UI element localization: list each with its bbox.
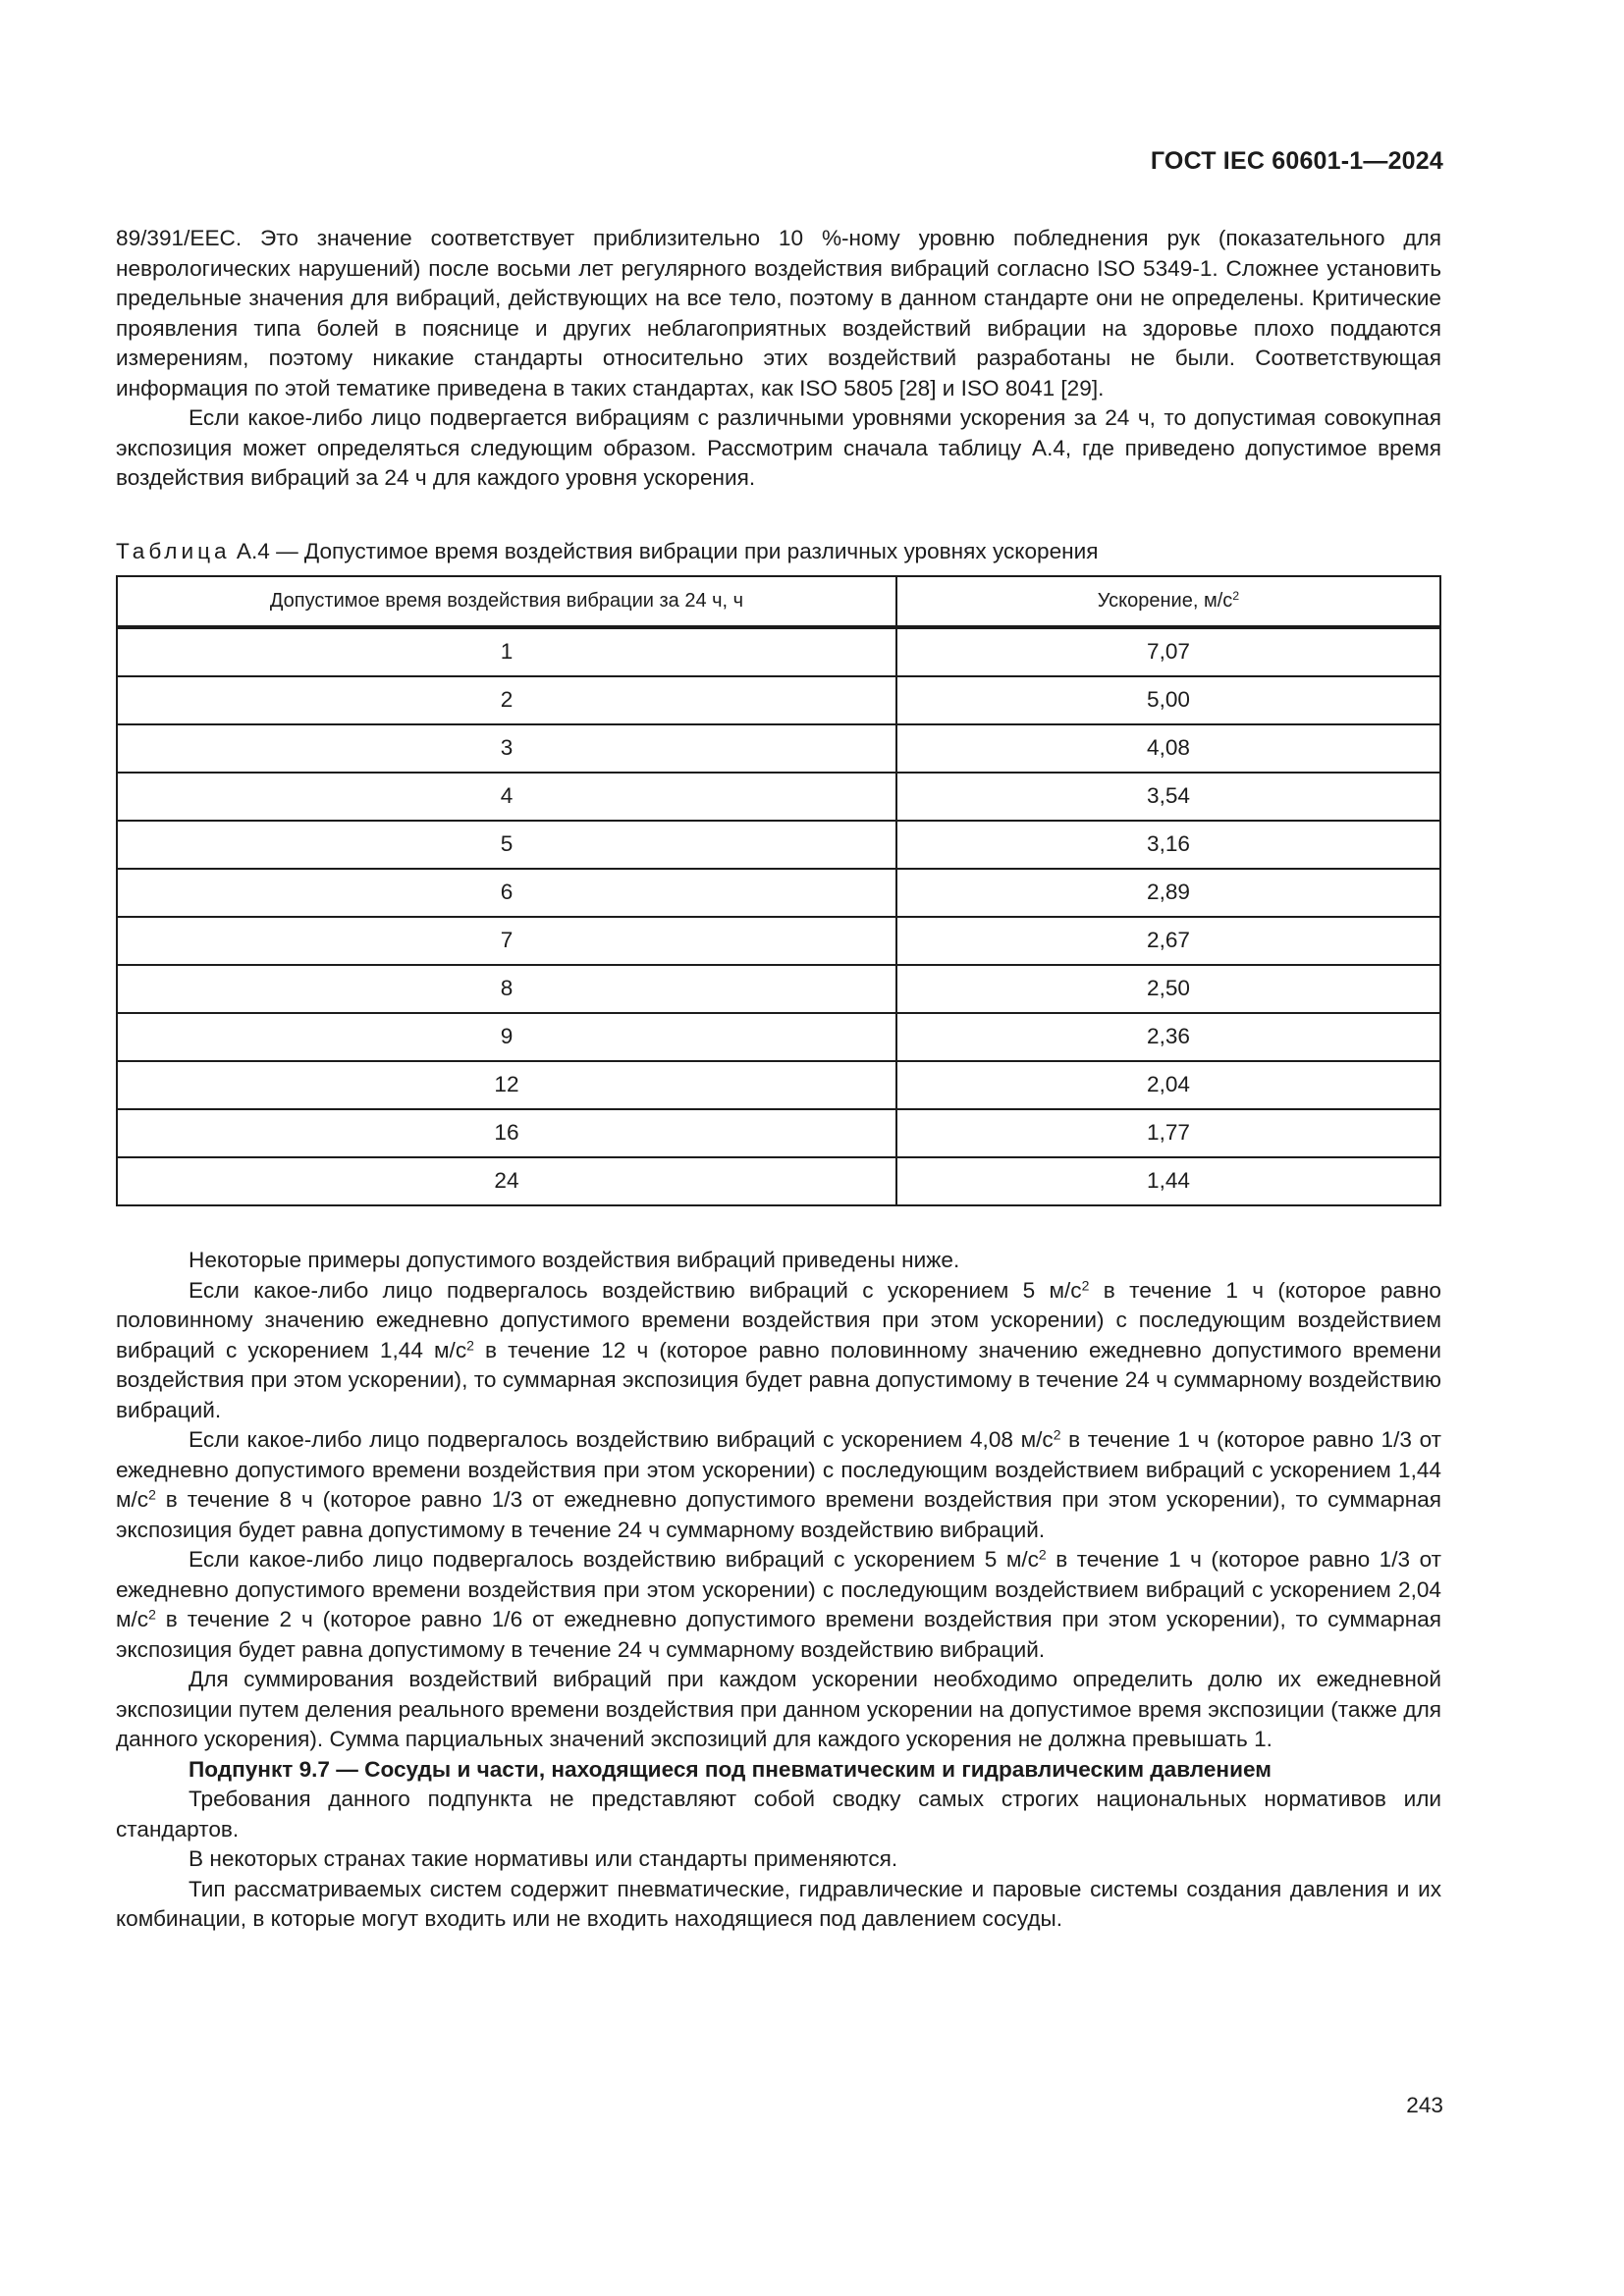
acceleration-cell: 3,16	[896, 821, 1440, 869]
examples-intro-paragraph: Некоторые примеры допустимого воздействия вибраций приведены ниже.	[189, 1248, 960, 1272]
acceleration-cell: 7,07	[896, 627, 1440, 676]
acceleration-cell: 4,08	[896, 724, 1440, 773]
time-cell: 6	[117, 869, 896, 917]
superscript: 2	[1053, 1426, 1061, 1443]
superscript: 2	[1232, 589, 1240, 604]
text-fragment: в течение 1 ч (которое равно 1/3 от ежедневно допустимого времени воздействия при этом ускорении) с последующим воздействием вибраций с ускорением 1,44 м/с	[116, 1427, 1441, 1512]
subclause-heading: Подпункт 9.7 — Сосуды и части, находящиеся под пневматическим и гидравлическим давлением	[189, 1756, 1272, 1782]
table-row	[117, 773, 1440, 821]
superscript: 2	[466, 1336, 474, 1353]
superscript: 2	[1081, 1276, 1090, 1293]
acceleration-cell: 1,44	[896, 1157, 1440, 1205]
countries-paragraph: В некоторых странах такие нормативы или стандарты применяются.	[189, 1846, 898, 1871]
superscript: 2	[1038, 1546, 1047, 1563]
table-caption	[116, 537, 1441, 567]
acceleration-cell: 1,77	[896, 1109, 1440, 1157]
table-caption-text: А.4 — Допустимое время воздействия вибрации при различных уровнях ускорения	[236, 538, 1099, 563]
acceleration-cell: 2,50	[896, 965, 1440, 1013]
table-header-row	[117, 576, 1440, 627]
table-row	[117, 724, 1440, 773]
superscript: 2	[148, 1486, 156, 1503]
summation-paragraph: Для суммирования воздействий вибраций при каждом ускорении необходимо определить долю их ежедневной экспозиции путем деления реального времени воздействия при данном ускорении на допустимое время экспозиции (также для данного ускорения). Сумма парциальных значений экспозиций для каждого ускорения не должна превышать 1.	[116, 1667, 1441, 1751]
time-cell: 3	[117, 724, 896, 773]
table-row	[117, 1013, 1440, 1061]
time-cell: 16	[117, 1109, 896, 1157]
table-row	[117, 869, 1440, 917]
table-row	[117, 676, 1440, 724]
acceleration-cell: 5,00	[896, 676, 1440, 724]
example-paragraph-1	[116, 1276, 1441, 1426]
column-header-time: Допустимое время воздействия вибрации за 24 ч, ч	[117, 576, 896, 627]
document-header: ГОСТ IEC 60601-1—2024	[1150, 147, 1443, 175]
table-row	[117, 917, 1440, 965]
text-fragment: Если какое-либо лицо подвергалось воздействию вибраций с ускорением 5 м/с	[189, 1277, 1082, 1303]
time-cell: 12	[117, 1061, 896, 1109]
table-row	[117, 627, 1440, 676]
page-content	[116, 224, 1441, 1935]
example-paragraph-2	[116, 1425, 1441, 1545]
intro-paragraph-1: 89/391/EEC. Это значение соответствует приблизительно 10 %-ному уровню побледнения рук (показательного для неврологических нарушений) после восьми лет регулярного воздействия вибраций согласно ISO 5349-1. Сложнее установить предельные значения для вибраций, действующих на все тело, поэтому в данном стандарте они не определены. Критические проявления типа болей в пояснице и других неблагоприятных воздействий вибрации на здоровье плохо поддаются измерениям, поэтому никакие стандарты относительно этих воздействий разработаны не были. Соответствующая информация по этой тематике приведена в таких стандартах, как ISO 5805 [28] и ISO 8041 [29].	[116, 226, 1441, 400]
text-fragment: Если какое-либо лицо подвергалось воздействию вибраций с ускорением 4,08 м/с	[189, 1427, 1054, 1452]
text-fragment: Если какое-либо лицо подвергалось воздействию вибраций с ускорением 5 м/с	[189, 1547, 1039, 1572]
text-fragment: в течение 2 ч (которое равно 1/6 от ежедневно допустимого времени воздействия при этом ускорении), то суммарная экспозиция будет равна допустимому в течение 24 ч суммарному воздействию вибраций.	[116, 1607, 1441, 1662]
text-fragment: в течение 1 ч (которое равно половинному значению ежедневно допустимого времени воздействия при этом ускорении) с последующим воздействием вибраций с ускорением 1,44 м/с	[116, 1277, 1441, 1362]
acceleration-cell: 2,36	[896, 1013, 1440, 1061]
table-row	[117, 1157, 1440, 1205]
time-cell: 2	[117, 676, 896, 724]
text-fragment: в течение 1 ч (которое равно 1/3 от ежедневно допустимого времени воздействия при этом ускорении) с последующим воздействием вибраций с ускорением 2,04 м/с	[116, 1547, 1441, 1631]
column-header-acceleration-text: Ускорение, м/с	[1097, 590, 1233, 613]
superscript: 2	[148, 1606, 156, 1623]
intro-paragraph-2: Если какое-либо лицо подвергается вибрациям с различными уровнями ускорения за 24 ч, то допустимая совокупная экспозиция может определяться следующим образом. Рассмотрим сначала таблицу А.4, где приведено допустимое время воздействия вибраций за 24 ч для каждого уровня ускорения.	[116, 405, 1441, 490]
table-row	[117, 1061, 1440, 1109]
acceleration-cell: 2,67	[896, 917, 1440, 965]
table-row	[117, 821, 1440, 869]
time-cell: 7	[117, 917, 896, 965]
column-header-acceleration	[896, 576, 1440, 627]
page-number: 243	[1406, 2093, 1443, 2117]
time-cell: 1	[117, 627, 896, 676]
table-row	[117, 1109, 1440, 1157]
time-cell: 24	[117, 1157, 896, 1205]
acceleration-cell: 3,54	[896, 773, 1440, 821]
time-cell: 4	[117, 773, 896, 821]
time-cell: 5	[117, 821, 896, 869]
time-cell: 8	[117, 965, 896, 1013]
systems-paragraph: Тип рассматриваемых систем содержит пневматические, гидравлические и паровые системы создания давления и их комбинации, в которые могут входить или не входить находящиеся под давлением сосуды.	[116, 1876, 1441, 1931]
example-paragraph-3	[116, 1545, 1441, 1665]
table-caption-label: Таблица	[116, 538, 231, 563]
text-fragment: в течение 12 ч (которое равно половинному значению ежедневно допустимого времени воздействия при этом ускорении), то суммарная экспозиция будет равна допустимому в течение 24 ч суммарному воздействию вибраций.	[116, 1337, 1441, 1422]
requirements-paragraph: Требования данного подпункта не представляют собой сводку самых строгих национальных нормативов или стандартов.	[116, 1787, 1441, 1842]
vibration-table	[116, 575, 1441, 1206]
acceleration-cell: 2,89	[896, 869, 1440, 917]
text-fragment: в течение 8 ч (которое равно 1/3 от ежедневно допустимого времени воздействия при этом ускорении), то суммарная экспозиция будет равна допустимому в течение 24 ч суммарному воздействию вибраций.	[116, 1487, 1441, 1542]
table-row	[117, 965, 1440, 1013]
time-cell: 9	[117, 1013, 896, 1061]
acceleration-cell: 2,04	[896, 1061, 1440, 1109]
